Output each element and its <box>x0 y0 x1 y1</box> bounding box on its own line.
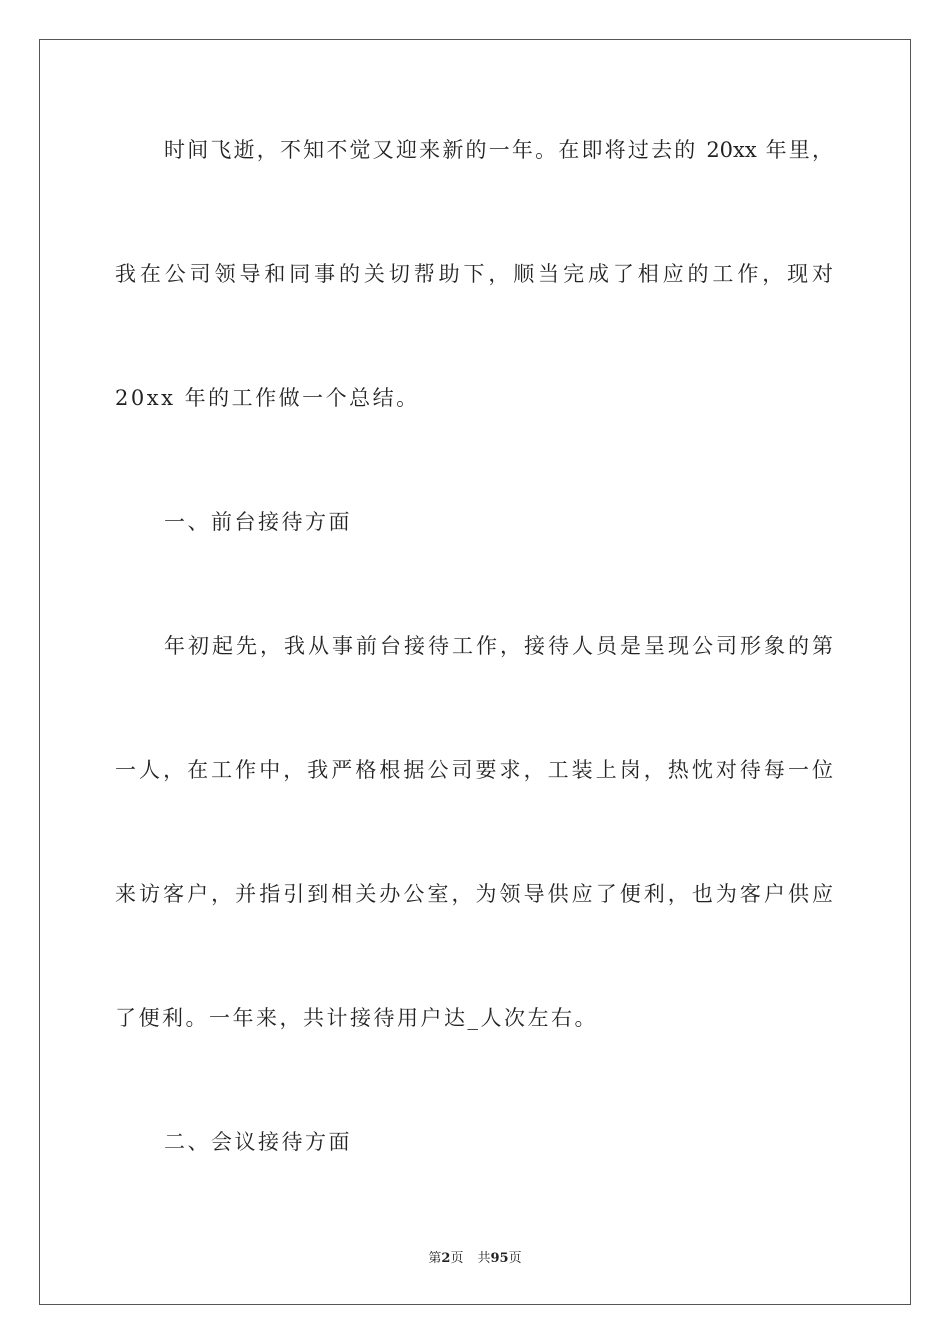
paragraph-line: 我在公司领导和同事的关切帮助下，顺当完成了相应的工作，现对 <box>115 262 833 286</box>
paragraph-line: 年初起先，我从事前台接待工作，接待人员是呈现公司形象的第 <box>164 634 833 658</box>
section-heading: 二、会议接待方面 <box>164 1130 352 1154</box>
total-suffix: 页 <box>508 1251 522 1266</box>
page-footer <box>0 1247 950 1266</box>
total-pages: 95 <box>490 1251 509 1266</box>
paragraph-line: 20xx 年的工作做一个总结。 <box>115 386 420 410</box>
section-heading: 一、前台接待方面 <box>164 510 352 534</box>
page-suffix: 页 <box>450 1251 464 1266</box>
page-number: 2 <box>441 1251 451 1266</box>
page-prefix: 第 <box>428 1251 442 1266</box>
paragraph-line: 时间飞逝，不知不觉又迎来新的一年。在即将过去的 20xx 年里， <box>164 138 833 162</box>
paragraph-line: 一人，在工作中，我严格根据公司要求，工装上岗，热忱对待每一位 <box>115 758 833 782</box>
page-border <box>39 39 911 1305</box>
total-prefix: 共 <box>477 1251 491 1266</box>
paragraph-line: 了便利。一年来，共计接待用户达_人次左右。 <box>115 1006 598 1030</box>
paragraph-line: 来访客户，并指引到相关办公室，为领导供应了便利，也为客户供应 <box>115 882 833 906</box>
